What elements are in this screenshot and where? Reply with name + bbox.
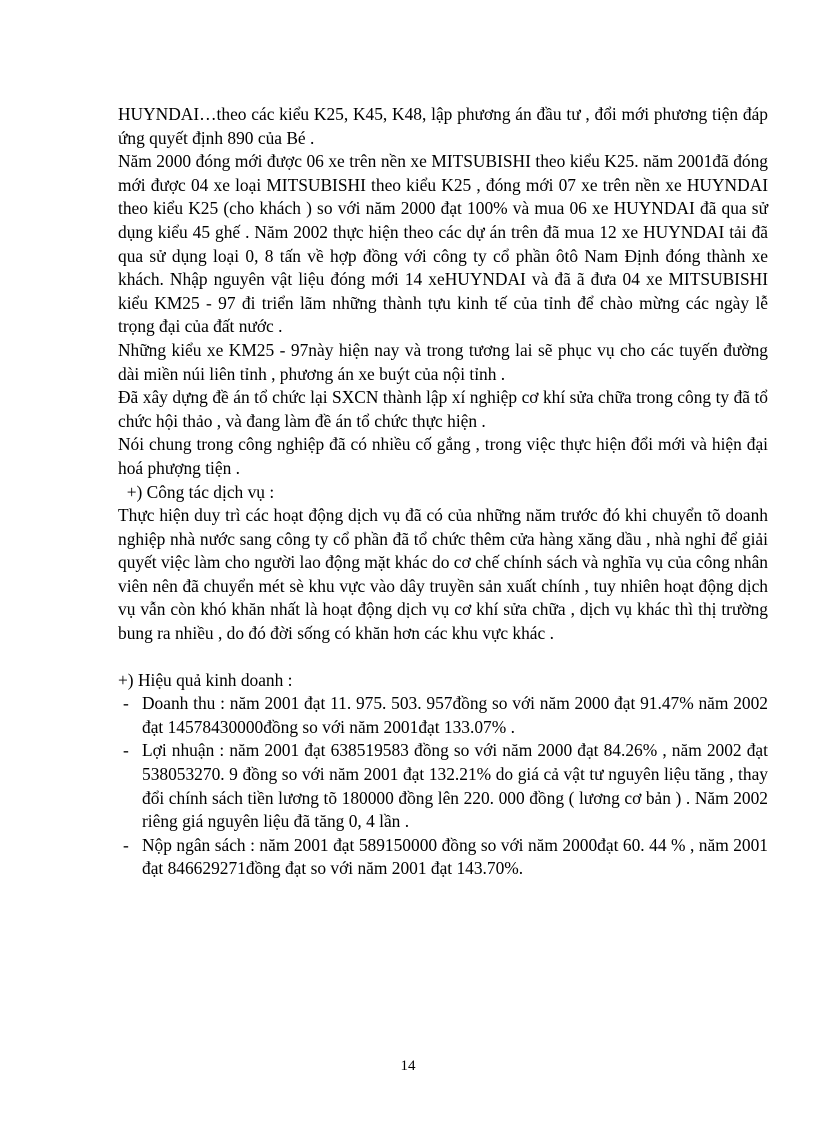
paragraph: Những kiểu xe KM25 - 97này hiện nay và trong tương lai sẽ phục vụ cho các tuyến đường dài miền núi liên tỉnh , phương án xe buýt của nội tỉnh . [118, 339, 768, 384]
paragraph: Nói chung trong công nghiệp đã có nhiều cố gắng , trong việc thực hiện đổi mới và hiện đại hoá phượng tiện . [118, 434, 768, 478]
list-item [118, 739, 768, 833]
list-item-text: Doanh thu : năm 2001 đạt 11. 975. 503. 957đồng so với năm 2000 đạt 91.47% năm 2002 đạt 14578430000đồng so với năm 2001đạt 133.07% . [142, 693, 768, 737]
section-heading-services: +) Công tác dịch vụ : [118, 481, 275, 502]
bullet-dash: - [123, 740, 129, 761]
list-item-text: Nộp ngân sách : năm 2001 đạt 589150000 đồng so với năm 2000đạt 60. 44 % , năm 2001 đạt 846629271đồng đạt so với năm 2001 đạt 143.70%. [142, 834, 768, 879]
paragraph: HUYNDAI…theo các kiểu K25, K45, K48, lập phương án đầu tư , đổi mới phương tiện đáp ứng quyết định 890 của Bé . [118, 104, 768, 148]
paragraph-services: Thực hiện duy trì các hoạt động dịch vụ đã có của những năm trước đó khi chuyển tõ doanh nghiệp nhà nước sang công ty cổ phần đã tổ chức thêm cửa hàng xăng dầu , nhà nghỉ để giải quyết việc làm cho người lao động mặt khác do cơ chế chính sách và nghĩa vụ của công nhân viên nên đã chuyển mét sè khu vực vào dây truyền sản xuất chính , tuy nhiên hoạt động dịch vụ vẫn còn khó khăn nhất là hoạt động dịch vụ cơ khí sửa chữa , dịch vụ khác thì thị trường bung ra nhiều , do đó đời sống có khăn hơn các khu vực khác . [118, 505, 768, 644]
list-item [118, 692, 768, 739]
bullet-dash: - [123, 693, 129, 714]
page-number: 14 [400, 1058, 416, 1074]
efficiency-list [118, 692, 768, 881]
bullet-dash: - [123, 834, 129, 855]
list-item [118, 834, 768, 881]
paragraph: Đã xây dựng đề án tổ chức lại SXCN thành lập xí nghiệp cơ khí sửa chữa trong công ty đã tổ chức hội thảo , và đang làm đề án tổ chức thực hiện . [118, 387, 768, 431]
section-heading-efficiency: +) Hiệu quả kinh doanh : [118, 669, 293, 690]
paragraph: Năm 2000 đóng mới được 06 xe trên nền xe MITSUBISHI theo kiểu K25. năm 2001đã đóng mới được 04 xe loại MITSUBISHI theo kiểu K25 , đóng mới 07 xe trên nền xe HUYNDAI theo kiểu K25 (cho khách ) so với năm 2000 đạt 100% và mua 06 xe HUYNDAI đã qua sử dụng kiểu 45 ghế . Năm 2002 thực hiện theo các dự án trên đã mua 12 xe HUYNDAI tải đã qua sử dụng loại 0, 8 tấn về hợp đồng với công ty cổ phần ôtô Nam Định đóng thành xe khách. Nhập nguyên vật liệu đóng mới 14 xeHUYNDAI và đã ã đưa 04 xe MITSUBISHI kiểu KM25 - 97 đi triển lãm những thành tựu kinh tế của tỉnh để chào mừng các ngày lễ trọng đại của đất nước . [118, 151, 768, 337]
body-text [118, 103, 768, 881]
spacer [118, 646, 768, 669]
list-item-text: Lợi nhuận : năm 2001 đạt 638519583 đồng so với năm 2000 đạt 84.26% , năm 2002 đạt 538053270. 9 đồng so với năm 2001 đạt 132.21% do giá cả vật tư nguyên liệu tăng , thay đổi chính sách tiền lương tõ 180000 đồng lên 220. 000 đồng ( lương cơ bản ) . Năm 2002 riêng giá nguyên liệu đã tăng 0, 4 lần . [142, 740, 768, 832]
